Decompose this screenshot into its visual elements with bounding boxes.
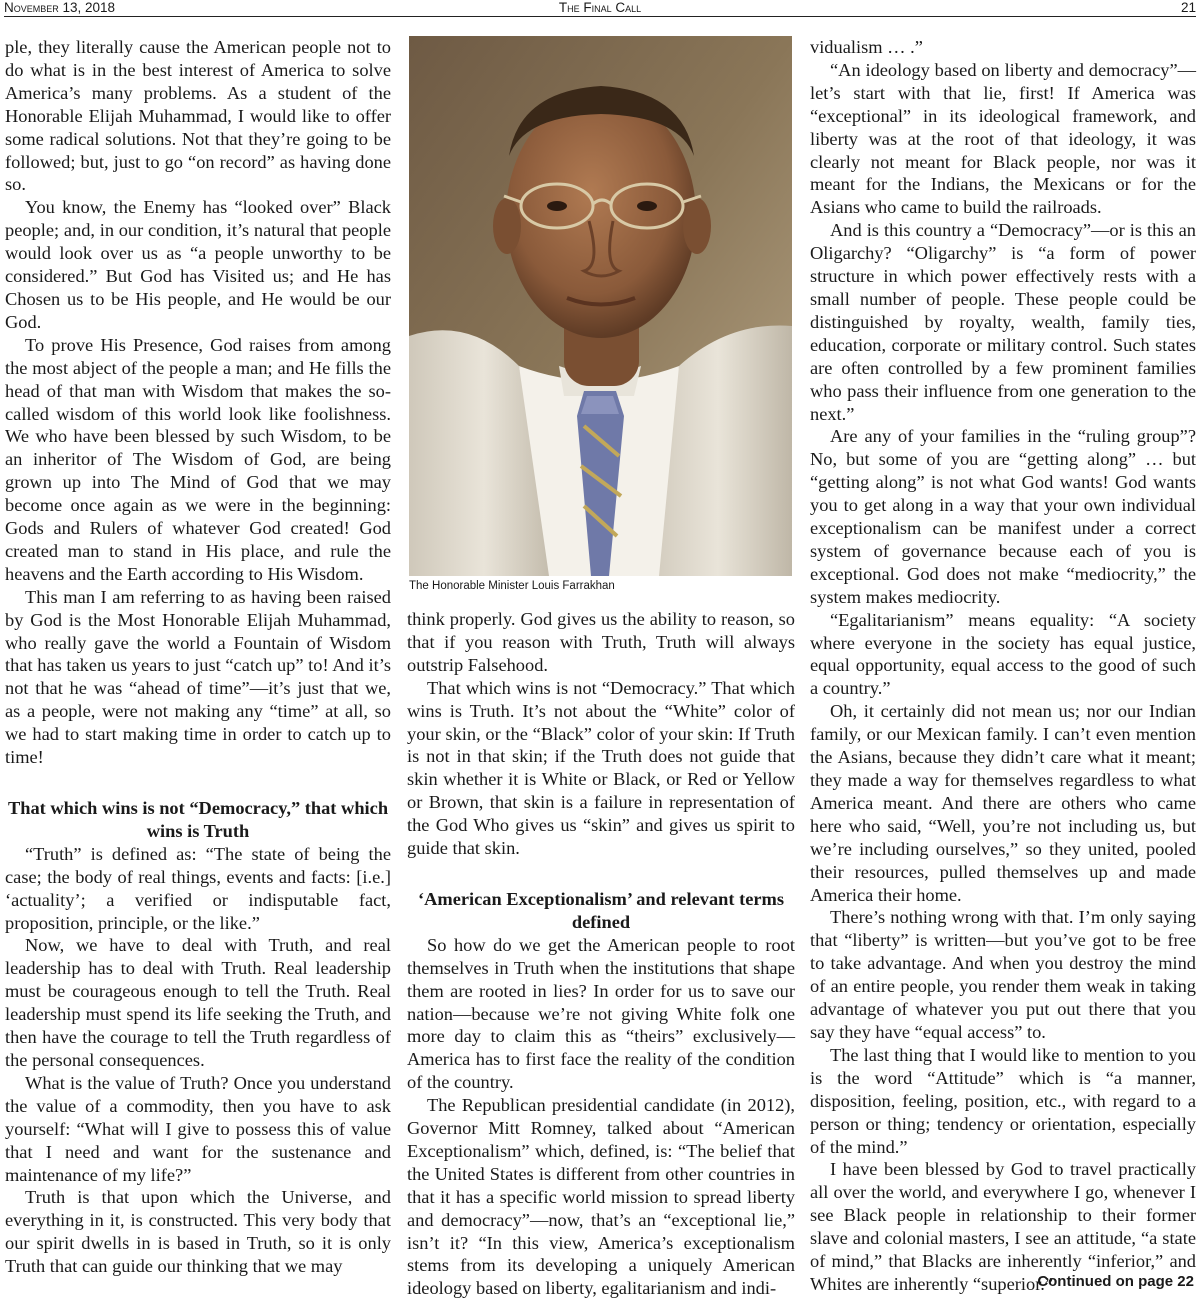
page-header	[4, 0, 1196, 17]
article-column-3	[810, 36, 1196, 1296]
section-subhead: ‘American Exceptionalism’ and relevant terms defined	[417, 888, 785, 932]
paragraph: The last thing that I would like to mention to you is the word “Attitude” which is “a manner, disposition, feeling, position, etc., with regard to a person or thing; tendency or orientation, especially of the mind.”	[810, 1044, 1196, 1157]
photo-caption: The Honorable Minister Louis Farrakhan	[409, 580, 615, 592]
page-number: 21	[1180, 0, 1196, 15]
paragraph: vidualism … .”	[810, 37, 923, 57]
paragraph: Now, we have to deal with Truth, and real leadership has to deal with Truth. Real leadership must be courageous enough to tell the Truth. Real leadership must spend its life seeking the Truth, and then have the courage to tell the Truth regardless of the personal consequences.	[5, 935, 391, 1070]
section-subhead: That which wins is not “Democracy,” that which wins is Truth	[7, 798, 389, 841]
paragraph: So how do we get the American people to root themselves in Truth when the institutions that shape them are rooted in lies? In order for us to save our nation—because we’re not giving White folk one more day to claim this as “theirs” exclusively—America has to first face the reality of the condition of the country.	[407, 934, 795, 1093]
paragraph: Oh, it certainly did not mean us; nor our Indian family, or our Mexican family. I can’t even mention the Asians, because they didn’t care what it meant; they made a way for themselves regardless to what America meant. And there are others who came here who said, “Well, you’re not including us, but we’re including ourselves,” so they united, pooled their resources, pulled themselves up and made America their home.	[810, 701, 1196, 905]
paragraph: “Egalitarianism” means equality: “A society where everyone in the society has equal justice, equal opportunity, equal access to the good of such a country.”	[810, 609, 1196, 699]
paragraph: This man I am referring to as having been raised by God is the Most Honorable Elijah Muhammad, who really gave the world a Fountain of Wisdom that has taken us years to just “catch up” to! And it’s not that he was “ahead of time”—it’s just that we, as a people, were not making any “time” at all, so we had to start making time in order to catch up to time!	[5, 586, 391, 768]
paragraph: Are any of your families in the “ruling group”? No, but some of you are “getting along” … but “getting along” is not what God wants! God wants you to get along in a way that your own individual exceptionalism can be manifest under a correct system of governance because each of you is exceptional. God does not make “mediocrity,” the system makes mediocrity.	[810, 426, 1196, 607]
issue-date: November 13, 2018	[4, 0, 116, 15]
paragraph: The Republican presidential candidate (in 2012), Governor Mitt Romney, talked about “American Exceptionalism” which, defined, is: “The belief that the United States is different from other countries in that it has a specific world mission to spread liberty and democracy”—now, that’s an “exceptional lie,” isn’t it? “In this view, America’s exceptionalism stems from its developing a uniquely American ideology based on liberty, egalitarianism and indi-	[407, 1095, 795, 1299]
publication-name: The Final Call	[558, 0, 642, 15]
paragraph: “Truth” is defined as: “The state of being the case; the body of real things, events and facts: [i.e.] ‘actuality’; a verified or indisputable fact, proposition, principle, or the like.”	[5, 843, 391, 933]
portrait-photo	[409, 36, 792, 576]
paragraph: And is this country a “Democracy”—or is this an Oligarchy? “Oligarchy” is “a form of power structure in which power effectively rests with a small number of people. These people could be distinguished by royalty, wealth, family ties, education, corporate or military control. Such states are often controlled by a few prominent families who pass their influence from one generation to the next.”	[810, 220, 1196, 424]
paragraph: I have been blessed by God to travel practically all over the world, and everywhere I go, whenever I see Black people in relationship to their former slave and colonial masters, I see an attitude, “a state of mind,” that Blacks are inherently “inferior,” and Whites are inherently “superior.”	[810, 1159, 1196, 1294]
continued-on-link[interactable]: Continued on page 22	[1037, 1273, 1194, 1290]
paragraph: To prove His Presence, God raises from among the most abject of the people a man; and He fills the head of that man with Wisdom that makes the so-called wisdom of this world look like foolishness. We who have been blessed by such Wisdom, to be an inheritor of The Wisdom of God, are being grown up into The Mind of God that we may become once again as we were in the beginning: Gods and Rulers of whatever God created! God created man to stand in His place, and rule the heavens and the Earth according to His Wisdom.	[5, 334, 391, 584]
paragraph: There’s nothing wrong with that. I’m only saying that “liberty” is written—but you’ve got to be free to take advantage. And when you destroy the mind of an entire people, you render them weak in taking advantage of whatever you put out there that you say they have “equal access” to.	[810, 907, 1196, 1042]
paragraph: What is the value of Truth? Once you understand the value of a commodity, then you have to ask yourself: “What will I give to possess this of value that I need and want for the sustenance and maintenance of my life?”	[5, 1072, 391, 1185]
paragraph: “An ideology based on liberty and democracy”—let’s start with that lie, first! If America was “exceptional” in its ideological framework, and liberty was at the root of that ideology, it was clearly not meant for Black people, nor was it meant for the Indians, the Mexicans or for the Asians who came to build the railroads.	[810, 59, 1196, 218]
paragraph: Truth is that upon which the Universe, and everything in it, is constructed. This very body that our spirit dwells in is based in Truth, so it is only Truth that can guide our thinking that we may	[5, 1187, 391, 1277]
article-column-1	[5, 36, 391, 1278]
paragraph: ple, they literally cause the American people not to do what is in the best interest of America to solve America’s many problems. As a student of the Honorable Elijah Muhammad, I would like to offer some radical solutions. Not that they’re going to be followed; but, just to go “on record” as having done so.	[5, 37, 391, 195]
article-column-2	[407, 36, 795, 1300]
paragraph: You know, the Enemy has “looked over” Black people; and, in our condition, it’s natural that people would look over us as “a people unworthy to be considered.” But God has Visited us; and He has Chosen us to be His people, and He would be our God.	[5, 197, 391, 332]
paragraph: think properly. God gives us the ability to reason, so that if you reason with Truth, Truth will always outstrip Falsehood.	[407, 609, 795, 675]
paragraph: That which wins is not “Democracy.” That which wins is Truth. It’s not about the “White” color of your skin, or the “Black” color of your skin: If Truth is not in that skin; if the Truth does not guide that skin whether it is White or Black, or Red or Yellow or Brown, that skin is a failure in representation of the God Who gives us “skin” and gives us spirit to guide that skin.	[407, 677, 795, 859]
